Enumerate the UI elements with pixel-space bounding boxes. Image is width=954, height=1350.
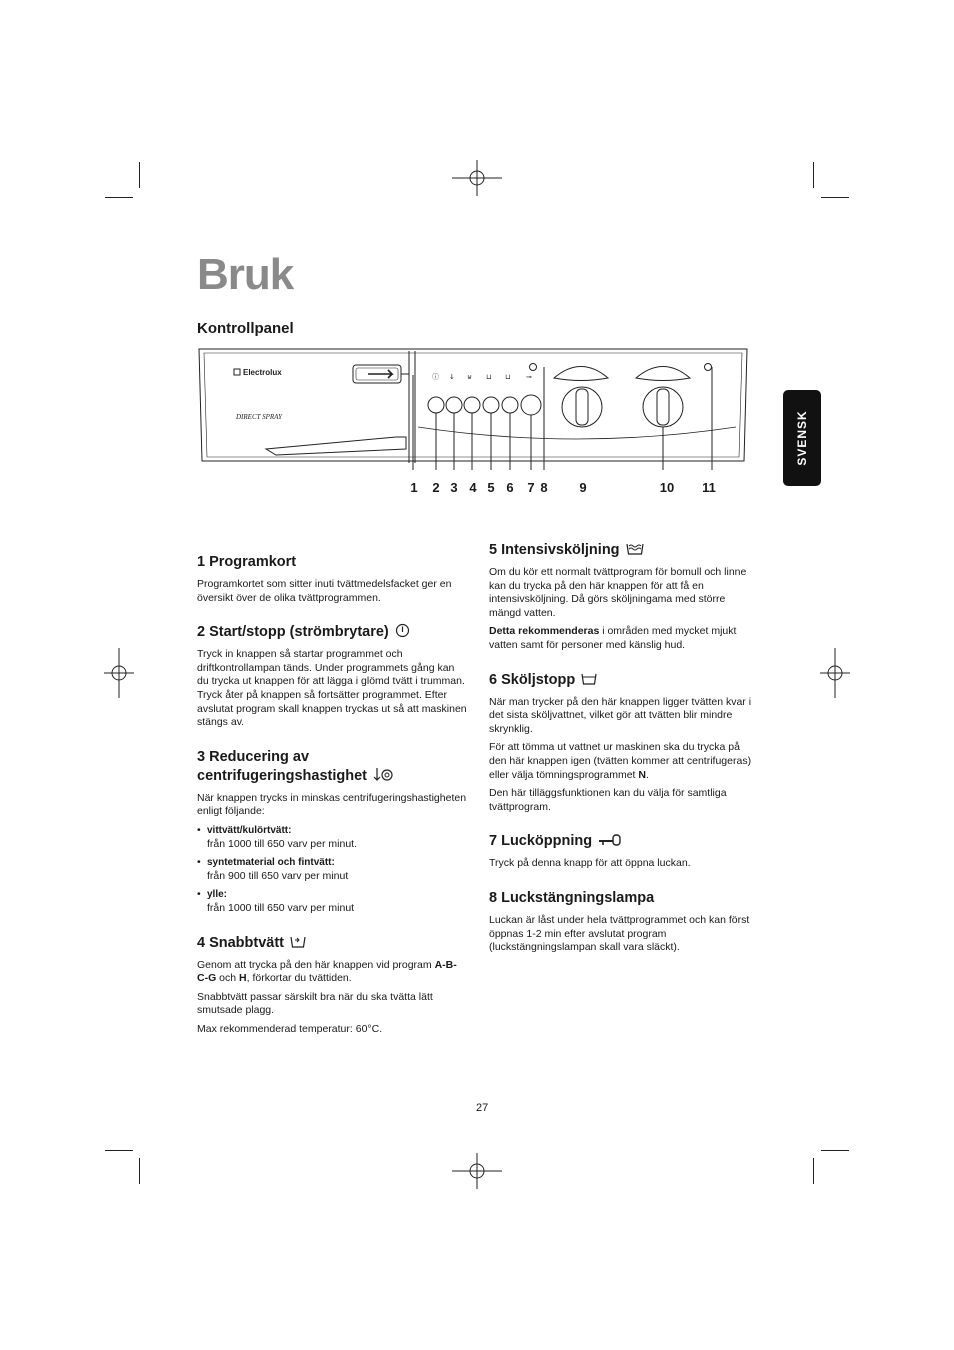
language-tab-label: SVENSK <box>795 410 809 466</box>
section-luckoppning <box>489 832 759 871</box>
callout-9: 9 <box>579 480 587 495</box>
bullet-item: • vittvätt/kulörtvätt: från 1000 till 650 varv per minut. <box>197 823 357 850</box>
svg-text:⊎: ⊎ <box>467 373 473 381</box>
section-heading: 6 Sköljstopp <box>489 671 759 690</box>
section-heading: 5 Intensivsköljning <box>489 541 759 560</box>
section-text: Den här tilläggsfunktionen kan du välja för samtliga tvättprogram. <box>489 787 727 813</box>
section-text: Programkortet som sitter inuti tvättmedelsfacket ger en översikt över de olika tvättprogrammen. <box>197 578 452 604</box>
svg-text:⊔: ⊔ <box>505 373 511 381</box>
brand-logo: Electrolux <box>243 368 282 377</box>
rinse-hold-icon <box>581 672 597 686</box>
model-line: DIRECT SPRAY <box>236 413 282 421</box>
callout-6: 6 <box>506 480 514 495</box>
callout-7: 7 <box>527 480 535 495</box>
callout-2: 2 <box>432 480 440 495</box>
section-heading: 8 Luckstängningslampa <box>489 889 655 906</box>
section-start-stopp <box>197 623 467 730</box>
section-heading: 4 Snabbtvätt <box>197 934 467 953</box>
section-heading: 7 Lucköppning <box>489 832 759 851</box>
section-intensivskoljning <box>489 541 759 653</box>
left-column <box>197 553 467 1054</box>
section-text: Om du kör ett normalt tvättprogram för bomull och linne kan du trycka på den här knappen för att få en intensivsköljning. Då görs sköljningama med större mängd vatten. <box>489 566 747 619</box>
section-heading: 3 Reducering av centrifugeringshastighet <box>197 748 467 786</box>
callout-3: 3 <box>450 480 458 495</box>
language-tab <box>783 390 821 486</box>
section-text: För att tömma ut vattnet ur maskinen ska du trycka på den här knappen igen (tvätten kommer att centrifugeras) eller välja tömningsprogrammet N. <box>489 741 752 781</box>
registration-mark-bottom <box>452 1153 502 1189</box>
section-centrifugering <box>197 748 467 916</box>
quick-wash-icon <box>290 935 306 949</box>
section-text: Tryck på denna knapp för att öppna luckan. <box>489 857 691 870</box>
section-text: Max rekommenderad temperatur: 60°C. <box>197 1022 383 1035</box>
section-text: Snabbtvätt passar särskilt bra när du ska tvätta lätt smutsade plagg. <box>197 990 433 1017</box>
power-icon <box>395 623 410 638</box>
key-icon <box>598 833 622 847</box>
callout-4: 4 <box>469 480 477 495</box>
control-panel-illustration <box>196 345 751 470</box>
page-number: 27 <box>476 1102 489 1114</box>
callout-1: 1 <box>410 480 418 495</box>
section-snabbtvatt <box>197 934 467 1037</box>
registration-mark-top <box>452 160 502 196</box>
bullet-item: • ylle: från 1000 till 650 varv per minut <box>197 888 355 914</box>
svg-text:⊔: ⊔ <box>486 373 492 381</box>
right-column <box>489 541 759 973</box>
section-programkort <box>197 553 467 605</box>
section-heading: 1 Programkort <box>197 554 297 570</box>
section-text: När man trycker på den här knappen ligger tvätten kvar i det sista sköljvattnet, vilket gör att tvätten blir mindre skrynklig. <box>489 695 752 735</box>
section-heading: 2 Start/stopp (strömbrytare) <box>197 623 467 642</box>
section-skoljstopp <box>489 671 759 815</box>
section-subtitle: Kontrollpanel <box>197 320 294 337</box>
intensive-rinse-icon <box>626 542 644 556</box>
section-luckstangningslampa <box>489 889 759 955</box>
section-text: Genom att trycka på den här knappen vid program A-B-C-G och H, förkortar du tvättiden. <box>197 958 457 985</box>
svg-text:⊸: ⊸ <box>526 373 532 381</box>
registration-mark-left <box>104 648 134 698</box>
section-text: Tryck in knappen så startar programmet och driftkontrollampan tänds. Under programmets gång kan du trycka ut knappen för att lägga i glömd tvätt i trumman. Tryck åter på knappen så fortsätter programmet. Efter avslutat program skall knappen tryckas ut så att maskinen stängs av. <box>197 648 467 729</box>
callout-8: 8 <box>540 480 548 495</box>
callout-11: 11 <box>702 480 716 495</box>
page-title: Bruk <box>197 250 294 299</box>
registration-mark-right <box>820 648 850 698</box>
bullet-item: • syntetmaterial och fintvätt: från 900 till 650 varv per minut <box>197 856 349 882</box>
spin-reduce-icon <box>373 767 393 782</box>
section-text: Luckan är låst under hela tvättprogrammet och kan först öppnas 1-2 min efter avslutat program (luckstängningslampan skall vara släckt). <box>489 913 750 954</box>
section-text: Detta rekommenderas i områden med mycket mjukt vatten samt för personer med känslig hud. <box>489 625 737 651</box>
callout-5: 5 <box>487 480 495 495</box>
section-text: När knappen trycks in minskas centrifugeringshastigheten enligt följande: <box>197 791 467 818</box>
svg-text:↓: ↓ <box>449 373 455 381</box>
svg-text:ⓘ: ⓘ <box>432 373 439 381</box>
callout-10: 10 <box>659 480 675 495</box>
